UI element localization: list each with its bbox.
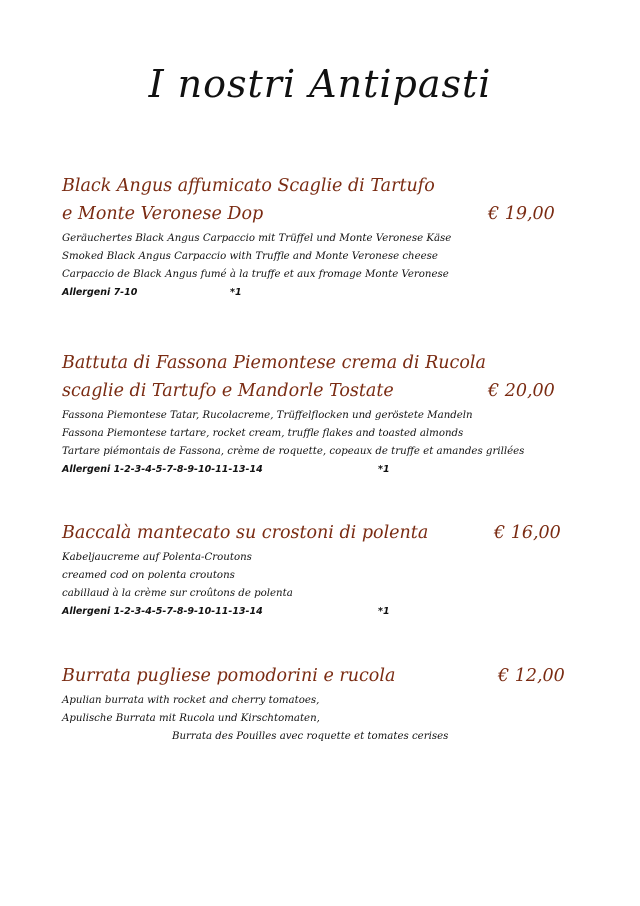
dish-name-line (62, 377, 582, 405)
dish-baccala (62, 519, 582, 621)
dish-description-fr: Carpaccio de Black Angus fumé à la truffe et aux fromage Monte Veronese (62, 269, 449, 280)
dish-description-en: Apulian burrata with rocket and cherry tomatoes, (62, 695, 320, 706)
dish-price: € 12,00 (498, 666, 565, 686)
dish-description-de: Fassona Piemontese Tatar, Rucolacreme, Trüffelflocken und geröstete Mandeln (62, 410, 473, 421)
dish-name-line (62, 662, 582, 690)
dish-price: € 16,00 (494, 523, 561, 543)
dish-name: Burrata pugliese pomodorini e rucola (62, 666, 396, 686)
allergens-line (62, 284, 582, 302)
allergens-text: Allergeni 1-2-3-4-5-7-8-9-10-11-13-14 (62, 464, 263, 475)
dish-name-line (62, 519, 582, 547)
allergens-line (62, 603, 582, 621)
allergens-text: Allergeni 7-10 (62, 287, 138, 298)
dish-description-en: Fassona Piemontese tartare, rocket cream, truffle flakes and toasted almonds (62, 428, 464, 439)
dish-battuta-fassona (62, 349, 582, 479)
dish-description-fr: Tartare piémontais de Fassona, crème de roquette, copeaux de truffe et amandes grillées (62, 446, 525, 457)
dish-description-fr: cabillaud à la crème sur croûtons de polenta (62, 588, 293, 599)
dish-black-angus (62, 172, 582, 302)
footnote-mark: *1 (378, 606, 390, 617)
dish-description-fr: Burrata des Pouilles avec roquette et tomates cerises (172, 731, 449, 742)
dish-name-line (62, 172, 582, 200)
dish-name-line (62, 200, 582, 228)
dish-description-en: creamed cod on polenta croutons (62, 570, 235, 581)
dish-price: € 19,00 (488, 204, 555, 224)
dish-description-en: Smoked Black Angus Carpaccio with Truffle and Monte Veronese cheese (62, 251, 438, 262)
dish-description-de: Apulische Burrata mit Rucola und Kirschtomaten, (62, 713, 320, 724)
dish-name: Black Angus affumicato Scaglie di Tartufo (62, 176, 435, 196)
footnote-mark: *1 (378, 464, 390, 475)
allergens-line (62, 461, 582, 479)
dish-description-de: Geräuchertes Black Angus Carpaccio mit Trüffel und Monte Veronese Käse (62, 233, 452, 244)
dish-name: scaglie di Tartufo e Mandorle Tostate (62, 381, 394, 401)
dish-name: Battuta di Fassona Piemontese crema di Rucola (62, 353, 486, 373)
dish-name: Baccalà mantecato su crostoni di polenta (62, 523, 429, 543)
dish-name: e Monte Veronese Dop (62, 204, 264, 224)
dish-price: € 20,00 (488, 381, 555, 401)
dish-description-de: Kabeljaucreme auf Polenta-Croutons (62, 552, 252, 563)
footnote-mark: *1 (230, 287, 242, 298)
dish-name-line (62, 349, 582, 377)
dish-burrata (62, 662, 582, 746)
page-title: I nostri Antipasti (148, 62, 492, 106)
allergens-text: Allergeni 1-2-3-4-5-7-8-9-10-11-13-14 (62, 606, 263, 617)
